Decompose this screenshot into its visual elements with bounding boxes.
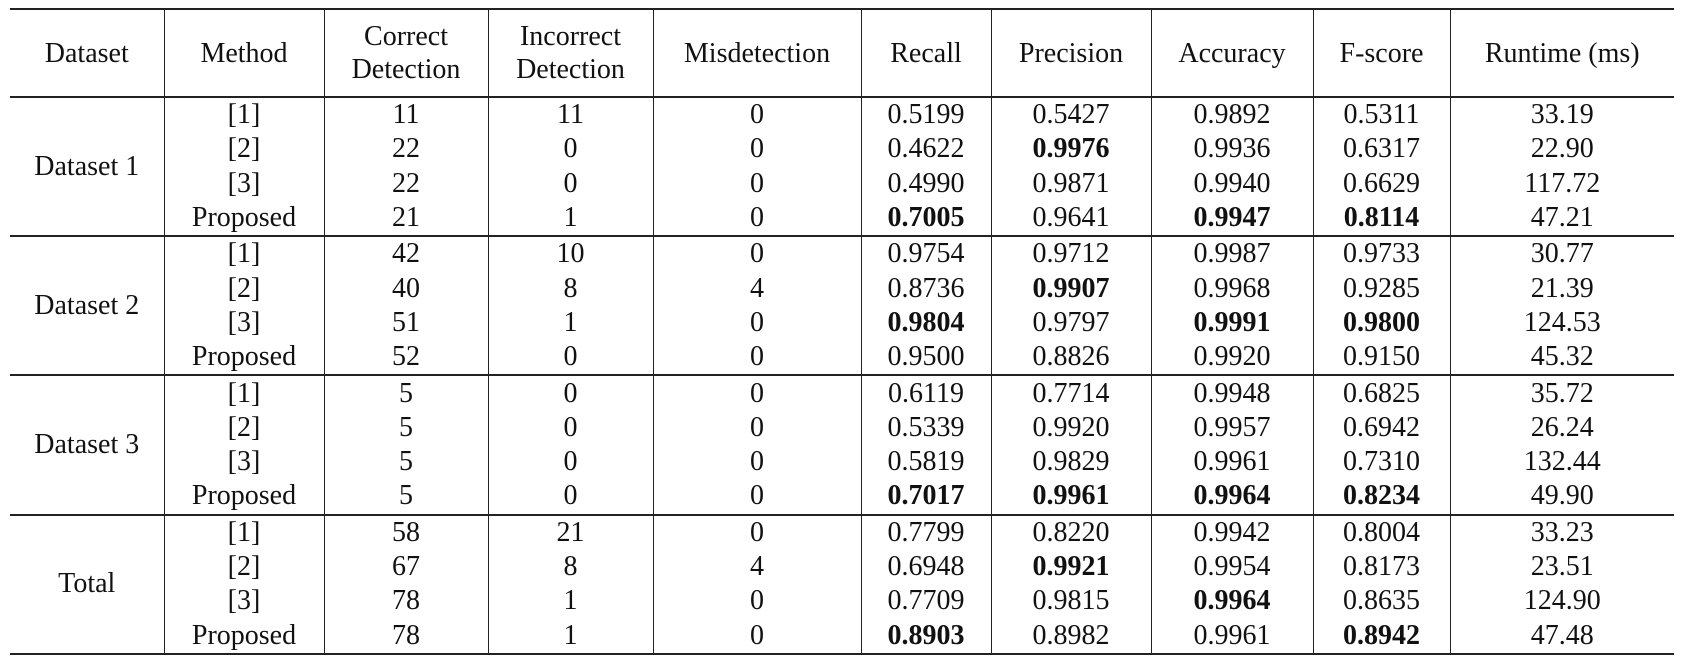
mis-cell: 0: [653, 515, 861, 550]
precision-cell: 0.9921: [991, 550, 1151, 584]
recall-cell: 0.5339: [861, 411, 991, 445]
runtime-cell: 30.77: [1530, 238, 1594, 270]
mis-cell: 0: [653, 618, 861, 653]
accuracy-cell: 0.9936: [1151, 132, 1313, 166]
precision-cell: 0.7714: [991, 375, 1151, 410]
incorrect-cell: 0: [488, 445, 653, 479]
incorrect-cell: 11: [488, 97, 653, 132]
incorrect-cell: 8: [488, 271, 653, 305]
runtime-cell: 47.48: [1450, 618, 1674, 653]
fscore-cell: 0.8942: [1313, 618, 1450, 653]
accuracy-cell: 0.9961: [1151, 618, 1313, 653]
mis-cell: 4: [653, 271, 861, 305]
fscore-cell: 0.9733: [1313, 236, 1450, 271]
header-correct-detection: [324, 9, 488, 97]
incorrect-cell: 0: [488, 167, 653, 201]
mis-cell: 4: [653, 550, 861, 584]
runtime-cell: 49.90: [1450, 479, 1674, 514]
incorrect-cell: 1: [488, 618, 653, 653]
correct-cell: 5: [324, 479, 488, 514]
method-cell: [3]: [164, 584, 324, 618]
runtime-cell: 132.44: [1523, 446, 1601, 478]
mis-cell: 0: [653, 445, 861, 479]
method-cell: Proposed: [164, 340, 324, 375]
method-cell: [2]: [164, 550, 324, 584]
fscore-cell: 0.8234: [1313, 479, 1450, 514]
header-misdetection: Misdetection: [653, 9, 861, 97]
correct-cell: 52: [324, 340, 488, 375]
dataset-name-cell: Dataset 2: [10, 236, 164, 375]
table-row: [10, 618, 1674, 653]
incorrect-cell: 0: [488, 375, 653, 410]
recall-cell: 0.6119: [861, 375, 991, 410]
mis-cell: 0: [653, 236, 861, 271]
precision-cell: 0.9976: [991, 132, 1151, 166]
runtime-cell: 47.21: [1450, 201, 1674, 236]
table-row: [10, 132, 1674, 166]
recall-cell: 0.9754: [861, 236, 991, 271]
precision-cell: 0.9920: [991, 411, 1151, 445]
incorrect-cell: 8: [488, 550, 653, 584]
recall-cell: 0.8736: [861, 271, 991, 305]
correct-cell: 58: [324, 515, 488, 550]
precision-cell: 0.9712: [991, 236, 1151, 271]
mis-cell: 0: [653, 584, 861, 618]
header-row: [10, 9, 1674, 97]
runtime-cell: 33.23: [1530, 516, 1594, 548]
method-cell: [3]: [164, 167, 324, 201]
method-cell: [2]: [164, 271, 324, 305]
method-cell: Proposed: [164, 479, 324, 514]
incorrect-cell: 0: [488, 479, 653, 514]
runtime-cell: 23.51: [1530, 551, 1594, 582]
runtime-cell: 117.72: [1524, 167, 1601, 199]
fscore-cell: 0.5311: [1313, 97, 1450, 132]
precision-cell: 0.8982: [991, 618, 1151, 653]
method-cell: [2]: [164, 132, 324, 166]
runtime-cell: 124.90: [1523, 585, 1601, 617]
correct-cell: 78: [324, 618, 488, 653]
table-row: [10, 167, 1674, 201]
runtime-cell: 22.90: [1530, 133, 1594, 165]
table-row: [10, 201, 1674, 236]
recall-cell: 0.5199: [861, 97, 991, 132]
runtime-cell: 33.19: [1530, 99, 1594, 131]
incorrect-cell: 21: [488, 515, 653, 550]
header-method: Method: [164, 9, 324, 97]
table-header: [10, 9, 1674, 97]
precision-cell: 0.9829: [991, 445, 1151, 479]
dataset-name-cell: Dataset 1: [10, 97, 164, 236]
header-incorrect-detection: [488, 9, 653, 97]
accuracy-cell: 0.9947: [1151, 201, 1313, 236]
table-row: [10, 515, 1674, 550]
fscore-cell: 0.6825: [1313, 375, 1450, 410]
precision-cell: 0.9797: [991, 306, 1151, 340]
accuracy-cell: 0.9964: [1151, 584, 1313, 618]
fscore-cell: 0.6942: [1313, 411, 1450, 445]
mis-cell: 0: [653, 201, 861, 236]
runtime-cell: 35.72: [1530, 377, 1594, 409]
correct-cell: 5: [324, 375, 488, 410]
accuracy-cell: 0.9987: [1151, 236, 1313, 271]
precision-cell: 0.9871: [991, 167, 1151, 201]
table-row: [10, 97, 1674, 132]
results-table-container: [10, 8, 1674, 655]
table-row: [10, 375, 1674, 410]
runtime-cell: 45.32: [1450, 340, 1674, 375]
recall-cell: 0.9804: [861, 306, 991, 340]
runtime-cell: 21.39: [1530, 272, 1594, 304]
correct-cell: 22: [324, 167, 488, 201]
table-row: [10, 445, 1674, 479]
correct-cell: 11: [324, 97, 488, 132]
mis-cell: 0: [653, 132, 861, 166]
table-row: [10, 479, 1674, 514]
method-cell: Proposed: [164, 618, 324, 653]
precision-cell: 0.9961: [991, 479, 1151, 514]
method-cell: [1]: [164, 97, 324, 132]
fscore-cell: 0.6317: [1313, 132, 1450, 166]
recall-cell: 0.7799: [861, 515, 991, 550]
table-row: [10, 411, 1674, 445]
header-accuracy: Accuracy: [1151, 9, 1313, 97]
incorrect-cell: 0: [488, 132, 653, 166]
table-row: [10, 550, 1674, 584]
mis-cell: 0: [653, 411, 861, 445]
dataset-name-cell: Total: [10, 515, 164, 654]
table-row: [10, 340, 1674, 375]
accuracy-cell: 0.9920: [1151, 340, 1313, 375]
precision-cell: 0.9907: [991, 271, 1151, 305]
correct-cell: 5: [324, 445, 488, 479]
table-body: [10, 97, 1674, 654]
method-cell: [3]: [164, 306, 324, 340]
recall-cell: 0.7005: [861, 201, 991, 236]
correct-cell: 78: [324, 584, 488, 618]
header-correct-line2: Detection: [351, 54, 461, 85]
correct-cell: 67: [324, 550, 488, 584]
mis-cell: 0: [653, 97, 861, 132]
correct-cell: 40: [324, 271, 488, 305]
fscore-cell: 0.8004: [1313, 515, 1450, 550]
header-correct-line1: Correct: [364, 21, 448, 52]
incorrect-cell: 1: [488, 306, 653, 340]
header-recall: Recall: [861, 9, 991, 97]
header-incorrect-line2: Detection: [516, 54, 625, 85]
recall-cell: 0.7017: [861, 479, 991, 514]
incorrect-cell: 0: [488, 340, 653, 375]
precision-cell: 0.9815: [991, 584, 1151, 618]
precision-cell: 0.5427: [991, 97, 1151, 132]
recall-cell: 0.7709: [861, 584, 991, 618]
fscore-cell: 0.9800: [1313, 306, 1450, 340]
fscore-cell: 0.8173: [1313, 550, 1450, 584]
header-precision: Precision: [991, 9, 1151, 97]
correct-cell: 5: [324, 411, 488, 445]
mis-cell: 0: [653, 375, 861, 410]
header-dataset: Dataset: [10, 9, 164, 97]
method-cell: [3]: [164, 445, 324, 479]
precision-cell: 0.8220: [991, 515, 1151, 550]
fscore-cell: 0.9150: [1313, 340, 1450, 375]
table-row: [10, 584, 1674, 618]
method-cell: Proposed: [164, 201, 324, 236]
recall-cell: 0.5819: [861, 445, 991, 479]
method-cell: [1]: [164, 375, 324, 410]
recall-cell: 0.4990: [861, 167, 991, 201]
method-cell: [2]: [164, 411, 324, 445]
accuracy-cell: 0.9957: [1151, 411, 1313, 445]
fscore-cell: 0.8114: [1313, 201, 1450, 236]
fscore-cell: 0.9285: [1313, 271, 1450, 305]
mis-cell: 0: [653, 167, 861, 201]
accuracy-cell: 0.9948: [1151, 375, 1313, 410]
accuracy-cell: 0.9940: [1151, 167, 1313, 201]
fscore-cell: 0.6629: [1313, 167, 1450, 201]
header-runtime: Runtime (ms): [1450, 9, 1674, 97]
table-row: [10, 306, 1674, 340]
accuracy-cell: 0.9991: [1151, 306, 1313, 340]
accuracy-cell: 0.9892: [1151, 97, 1313, 132]
incorrect-cell: 1: [488, 201, 653, 236]
incorrect-cell: 0: [488, 411, 653, 445]
incorrect-cell: 1: [488, 584, 653, 618]
method-cell: [1]: [164, 236, 324, 271]
precision-cell: 0.9641: [991, 201, 1151, 236]
accuracy-cell: 0.9954: [1151, 550, 1313, 584]
correct-cell: 42: [324, 236, 488, 271]
fscore-cell: 0.8635: [1313, 584, 1450, 618]
correct-cell: 22: [324, 132, 488, 166]
precision-cell: 0.8826: [991, 340, 1151, 375]
runtime-cell: 124.53: [1523, 306, 1601, 338]
mis-cell: 0: [653, 479, 861, 514]
table-row: [10, 271, 1674, 305]
recall-cell: 0.6948: [861, 550, 991, 584]
accuracy-cell: 0.9961: [1151, 445, 1313, 479]
dataset-name-cell: Dataset 3: [10, 375, 164, 514]
correct-cell: 21: [324, 201, 488, 236]
recall-cell: 0.4622: [861, 132, 991, 166]
recall-cell: 0.9500: [861, 340, 991, 375]
results-table: [10, 8, 1674, 655]
fscore-cell: 0.7310: [1313, 445, 1450, 479]
incorrect-cell: 10: [488, 236, 653, 271]
method-cell: [1]: [164, 515, 324, 550]
table-row: [10, 236, 1674, 271]
mis-cell: 0: [653, 306, 861, 340]
mis-cell: 0: [653, 340, 861, 375]
header-incorrect-line1: Incorrect: [519, 21, 622, 52]
recall-cell: 0.8903: [861, 618, 991, 653]
header-fscore: F-score: [1313, 9, 1450, 97]
accuracy-cell: 0.9964: [1151, 479, 1313, 514]
correct-cell: 51: [324, 306, 488, 340]
accuracy-cell: 0.9942: [1151, 515, 1313, 550]
accuracy-cell: 0.9968: [1151, 271, 1313, 305]
runtime-cell: 26.24: [1530, 411, 1594, 443]
